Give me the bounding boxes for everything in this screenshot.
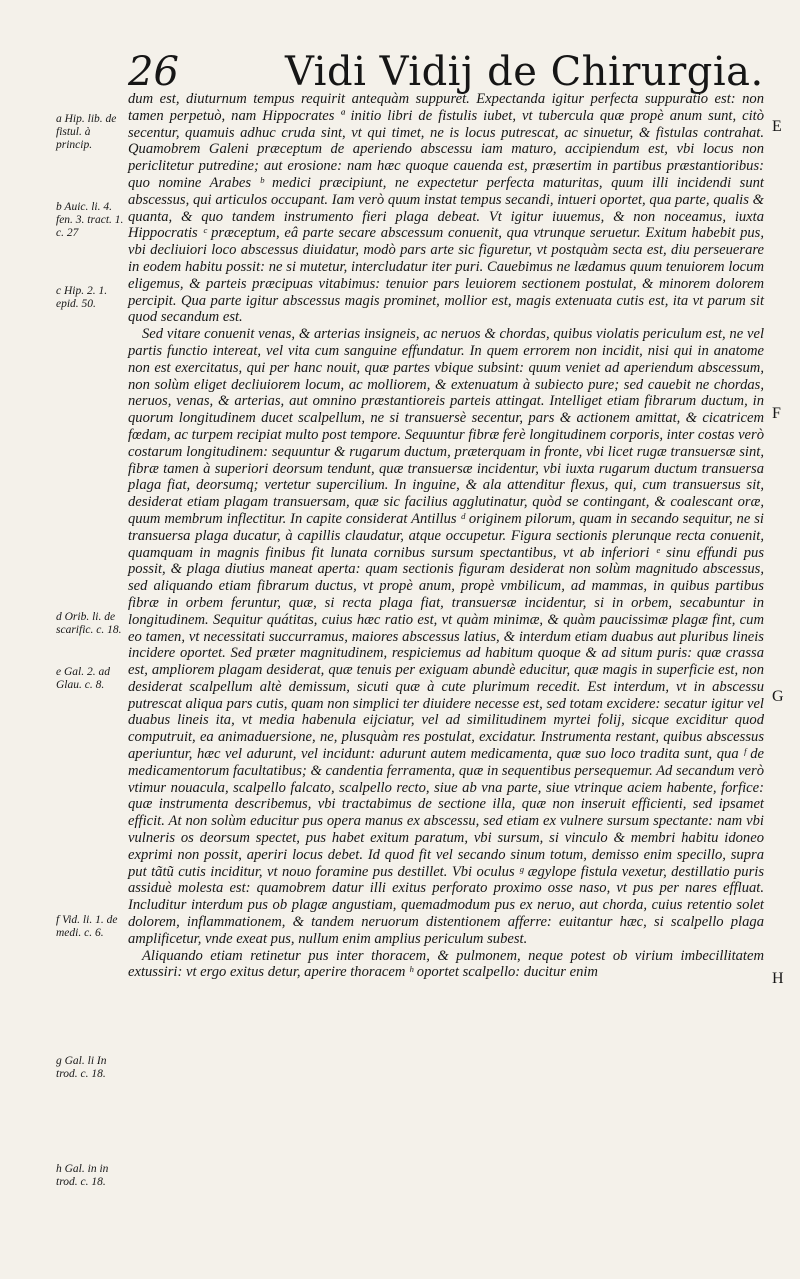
margin-note: h Gal. in in trod. c. 18. xyxy=(56,1163,109,1188)
margin-note: b Auic. li. 4. fen. 3. tract. 1. c. 27 xyxy=(56,201,124,239)
main-text xyxy=(128,91,764,981)
section-letter: F xyxy=(772,405,781,422)
section-letter: H xyxy=(772,970,784,987)
margin-note: d Orib. li. de scarific. c. 18. xyxy=(56,611,122,636)
paragraph: Sed vitare conuenit venas, & arterias insigneis, ac neruos & chordas, quibus violatis periculum est, ne vel partis functio intereat, vel vita cum sanguine effundatur. In quem errorem non incidit, nisi qui in anatome non est exercitatus, qui per hanc nouit, quæ partes vbique subsint: quum veniet ad aperiendum abscessum, non solùm eliget decliuiorem locum, ac molliorem, & extenuatum à subiecto pure; sed cauebit ne chordas, neruos, venas, & arterias, aut omnino præstantioreis parteis attingat. Intelliget etiam fibrarum ductum, in quorum longitudinem ducet scalpellum, ne si transuersè secentur, pars & actionem amittat, & cicatricem fœdam, ac turpem recipiat multo post tempore. Sequuntur fibræ ferè longitudinem corporis, inter costas verò costarum longitudinem: sequuntur & rugarum ductum, præterquam in fronte, vbi licet rugæ transuersæ sint, fibræ tamen à superiori deorsum tendunt, quæ transuersæ incidentur, vbi iuxta rugarum ductum transuersa plaga fiat, deorsumq; vertetur supercilium. In inguine, & ala attenditur flexus, qui, cum transuersus sit, desiderat etiam plagam transuersam, quæ sic facilius agglutinatur, quòd se contingant, & coalescant oræ, quum membrum inflectitur. In capite considerat Antillus ᵈ originem pilorum, quam in secando sequitur, ne si transuersa plaga ducatur, à capillis claudatur, atque occupetur. Figura sectionis plerunque recta conuenit, quamquam in magnis finibus fit lunata cornibus sursum spectantibus, vt ab inferiori ᵉ sinu effundi pus possit, & plaga diutius maneat aperta: quam sectionis figuram desiderat non solùm magnitudo abscessus, sed aliquando etiam fibrarum ductus, vt propè anum, propè vmbilicum, ad mammas, in quibus partibus fibræ in orbem feruntur, quæ, si recta plaga fiat, transuersæ incidentur, si in orbem, secabuntur in longitudinem. Sequitur quátitas, cuius hæc ratio est, vt quàm minimæ, & quàm paucissimæ plagæ fint, cum eo tamen, vt necessitati succurramus, maiores abscessus latius, & interdum etiam duabus aut pluribus lineis incidere oportet. Sed præter magnitudinem, respiciemus ad habitum quoque & ad situm puris: quæ crassa est, ampliorem plagam desiderat, quæ tenuis per exiguam abundè educitur, quæ magis in superficie est, non desiderat scalpellum altè demissum, sicuti quæ à cute plurimum recedit. Est interdum, vt in abscessu putrescat aliqua pars cutis, quam non simplici ter diuidere necesse est, sed totam excidere: secatur igitur vel duabus lineis ita, vt media habenula eijciatur, vel ad similitudinem myrtei folij, sicque exciditur quod computruit, ea animaduersione, ne, plusquàm res postulat, excidatur. Instrumenta restant, quibus abscessus aperiuntur, hæc vel adurunt, vel incidunt: adurunt autem medicamenta, quæ suo loco tradita sunt, qua ᶠ de medicamentorum facultatibus; & candentia ferramenta, quæ in sequentibus persequemur. Ad secandum verò vtimur nouacula, scalpello falcato, scalpello recto, siue ab vna parte, siue vtrinque aciem habente, forfice: quæ instrumenta describemus, vbi tractabimus de sectione illa, quæ non inseruit efficienti, sed ipsamet efficit. At non solùm educitur pus opera manus ex abscessu, sed etiam ex vulnere sursum spectante: nam vbi vulneris os deorsum spectet, pus habet exitum paratum, vbi sursum, si vinculo & membri habitu idoneo exprimi non possit, aperiri locus debet. Id quod fit vel secando sinum totum, demisso enim specillo, supra put tãtũ cutis inciditur, vt nouo foramine pus destillet. Vbi oculus ᵍ ægylope fistula vexetur, destillatio puris assiduè molesta est: quamobrem datur illi exitus perforato proximo osse naso, vt pus per nares effluat. Includitur interdum pus ob plagæ angustiam, quemadmodum pus ex neruo, aut chorda, cuius retentio solet dolorem, inflammationem, & tandem neruorum distentionem afferre: euitantur hæc, si scalpello plaga amplificetur, vnde exeat pus, nullum enim amplius periculum subest. xyxy=(128,326,764,947)
margin-note: e Gal. 2. ad Glau. c. 8. xyxy=(56,666,110,691)
paragraph: dum est, diuturnum tempus requirit antequàm suppuret. Expectanda igitur perfecta suppuratio est: non tamen perpetuò, nam Hippocrates ª initio libri de fistulis iubet, vt tubercula quæ propè anum sunt, citò secentur, quamuis adhuc cruda sint, vt qui timet, ne is locus putrescat, ac sinuetur, & fistulas contrahat. Quamobrem Galeni præceptum de aperiendo abscessu iam maturo, accipiendum est, vbi locus non periclitetur putredine; aut erosione: nam hæc quoque cauenda est, præsertim in partibus præstantioribus: quo nomine Arabes ᵇ medici præcipiunt, ne expectetur perfecta maturitas, quum illi incidendi sunt abscessus, qui articulos occupant. Iam verò quum instat tempus secandi, intueri oportet, qua parte, qualis & quanta, & quo tandem instrumento fieri plaga debeat. Vt igitur iuuemus, & non noceamus, iuxta Hippocratis ᶜ præceptum, eâ parte secare abscessum conuenit, qua vtrunque seruetur. Exitum habebit pus, vbi decliuiori loco abscessus diuidatur, modò pars arte sic figuretur, vt postquàm secta est, diu perseuerare in eodem habitu possit: ne si mutetur, intercludatur iter puri. Cauebimus ne lædamus quum tenuiorem locum eligemus, & parteis præcipuas vitabimus: tenuior pars leuiorem sectionem postulat, & minorem dolorem percipit. Qua parte igitur abscessus magis prominet, mollior est, magis extenuata cutis est, ita vt parum sit quod secandum est. xyxy=(128,91,764,326)
section-letter: G xyxy=(772,688,784,705)
page-number: 26 xyxy=(128,49,179,95)
paragraph: Aliquando etiam retinetur pus inter thoracem, & pulmonem, neque potest ob virium imbecillitatem extussiri: vt ergo exitus detur, aperire thoracem ʰ oportet scalpello: ducitur enim xyxy=(128,947,764,981)
margin-note: c Hip. 2. 1. epid. 50. xyxy=(56,285,108,310)
margin-note: f Vid. li. 1. de medi. c. 6. xyxy=(56,914,118,939)
margin-note: a Hip. lib. de fistul. à princip. xyxy=(56,113,117,151)
running-title: Vidi Vidij de Chirurgia. xyxy=(285,49,764,95)
section-letter: E xyxy=(772,118,782,135)
margin-note: g Gal. li In trod. c. 18. xyxy=(56,1055,107,1080)
